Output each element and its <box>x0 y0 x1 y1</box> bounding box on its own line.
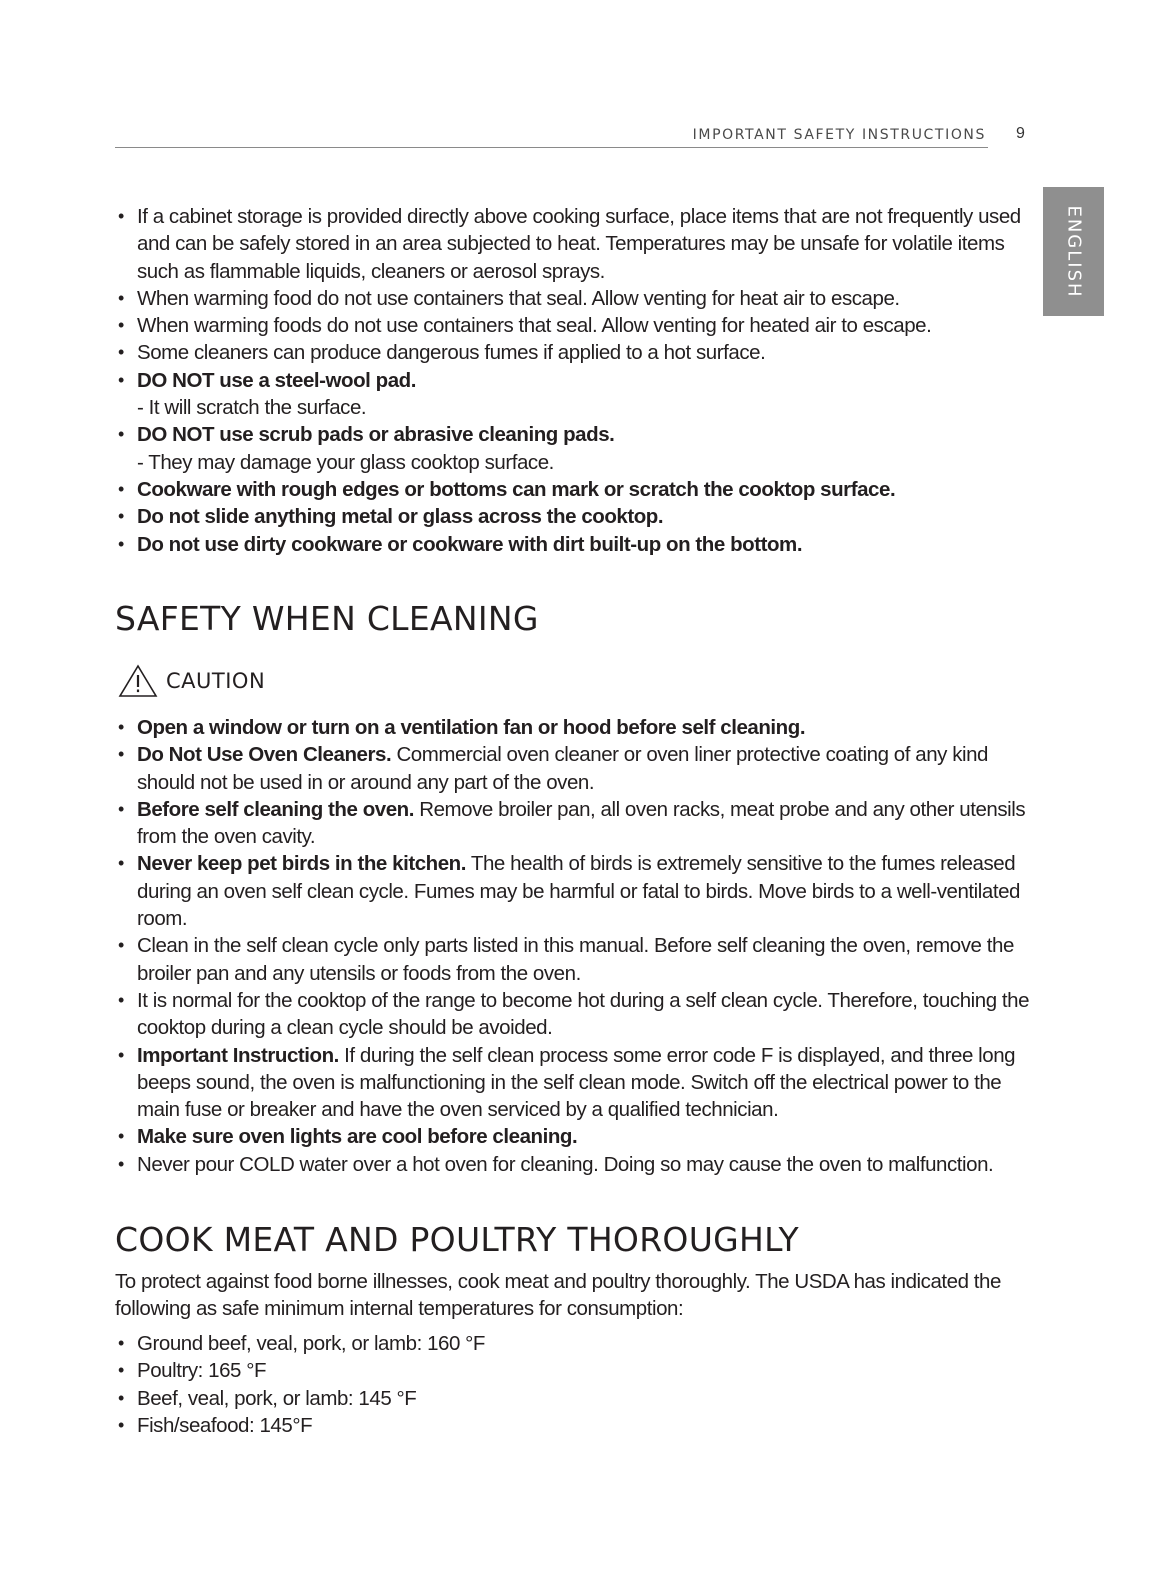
list-item-text: The health of birds is extremely sensitive to the fumes released during an oven self clean cycle. Fumes may be harmful or fatal to birds. Move birds to a well-ventilated room. <box>137 852 1020 931</box>
list-item <box>115 531 1045 558</box>
list-item-bold-lead: Cookware with rough edges or bottoms can mark or scratch the cooktop surface. <box>137 477 896 501</box>
list-item: • Beef, veal, pork, or lamb: 145 °F <box>115 1385 1045 1412</box>
list-sub-item: - It will scratch the surface. <box>137 396 367 420</box>
list-item: • Ground beef, veal, pork, or lamb: 160 °F <box>115 1330 1045 1357</box>
list-item <box>115 367 1045 394</box>
list-item-bold-lead: Open a window or turn on a ventilation fan or hood before self cleaning. <box>137 716 806 739</box>
header-title: IMPORTANT SAFETY INSTRUCTIONS <box>692 127 986 143</box>
page-number: 9 <box>1016 125 1025 142</box>
list-item <box>115 714 1045 741</box>
section-heading-cleaning: SAFETY WHEN CLEANING <box>115 599 539 638</box>
list-item <box>115 932 1045 987</box>
list-item-bold-lead: Before self cleaning the oven. <box>137 797 414 821</box>
list-item-bold-lead: DO NOT use a steel-wool pad. <box>137 368 417 392</box>
list-item-text: Clean in the self clean cycle only parts listed in this manual. Before self cleaning the oven, remove the broiler pan and any utensils or foods from the oven. <box>137 934 1014 985</box>
list-item <box>115 285 1045 312</box>
warning-triangle-icon <box>118 664 158 698</box>
list-item-bold-lead: Important Instruction. <box>137 1043 339 1067</box>
list-item <box>115 476 1045 503</box>
caution-notice <box>118 664 265 698</box>
list-item-text: It is normal for the cooktop of the range to become hot during a self clean cycle. Therefore, touching the cooktop during a clean cycle should be avoided. <box>137 988 1030 1040</box>
list-item: • Poultry: 165 °F <box>115 1357 1045 1384</box>
list-item-bold-lead: DO NOT use scrub pads or abrasive cleaning pads. <box>137 423 615 447</box>
language-side-tab <box>1043 187 1104 316</box>
meat-intro-paragraph: To protect against food borne illnesses, cook meat and poultry thoroughly. The USDA has indicated the following as safe minimum internal temperatures for consumption: <box>115 1270 1001 1321</box>
section-heading-meat: COOK MEAT AND POULTRY THOROUGHLY <box>115 1220 799 1259</box>
list-item-bold-lead: Never keep pet birds in the kitchen. <box>137 852 466 876</box>
list-item <box>115 1151 1045 1178</box>
list-item <box>115 987 1045 1042</box>
list-item <box>115 312 1045 339</box>
caution-label: CAUTION <box>166 669 266 693</box>
list-item <box>115 1042 1045 1124</box>
list-item: • Fish/seafood: 145°F <box>115 1412 1045 1439</box>
header-rule <box>115 147 988 148</box>
list-item-bold-lead: Make sure oven lights are cool before cleaning. <box>137 1125 578 1149</box>
list-item-text: When warming food do not use containers that seal. Allow venting for heat air to escape. <box>137 286 900 310</box>
list-item <box>115 796 1045 851</box>
list-item <box>115 203 1045 285</box>
cleaning-safety-list <box>115 714 1045 1178</box>
list-item <box>115 421 1045 448</box>
list-item-text: When warming foods do not use containers that seal. Allow venting for heated air to escape. <box>137 314 932 338</box>
list-item <box>115 503 1045 530</box>
list-item <box>115 850 1045 932</box>
list-item-text: Remove broiler pan, all oven racks, meat probe and any other utensils from the oven cavity. <box>137 797 1026 849</box>
list-item-text: If during the self clean process some error code F is displayed, and three long beeps sound, the oven is malfunctioning in the self clean mode. Switch off the electrical power to the main fuse or breaker and have the oven serviced by a qualified technician. <box>137 1043 1016 1122</box>
list-item-bold-lead: Do not slide anything metal or glass across the cooktop. <box>137 505 664 529</box>
temperature-list <box>115 1330 1045 1439</box>
list-item-text: If a cabinet storage is provided directly above cooking surface, place items that are not frequently used and can be safely stored in an area subjected to heat. Temperatures may be unsafe for volatile items such as flammable liquids, cleaners or aerosol sprays. <box>137 205 1021 283</box>
list-item <box>115 741 1045 796</box>
list-item <box>115 1123 1045 1150</box>
list-item-text: Never pour COLD water over a hot oven for cleaning. Doing so may cause the oven to malfunction. <box>137 1152 994 1176</box>
list-item <box>115 339 1045 366</box>
side-tab-label: ENGLISH <box>1063 204 1084 299</box>
list-item-bold-lead: Do not use dirty cookware or cookware with dirt built-up on the bottom. <box>137 532 803 556</box>
list-sub-item: - They may damage your glass cooktop surface. <box>137 450 554 474</box>
list-item-bold-lead: Do Not Use Oven Cleaners. <box>137 743 392 767</box>
list-item-text: Some cleaners can produce dangerous fumes if applied to a hot surface. <box>137 341 766 365</box>
list-item-text: Commercial oven cleaner or oven liner protective coating of any kind should not be used in or around any part of the oven. <box>137 743 988 794</box>
top-safety-list <box>115 203 1045 558</box>
